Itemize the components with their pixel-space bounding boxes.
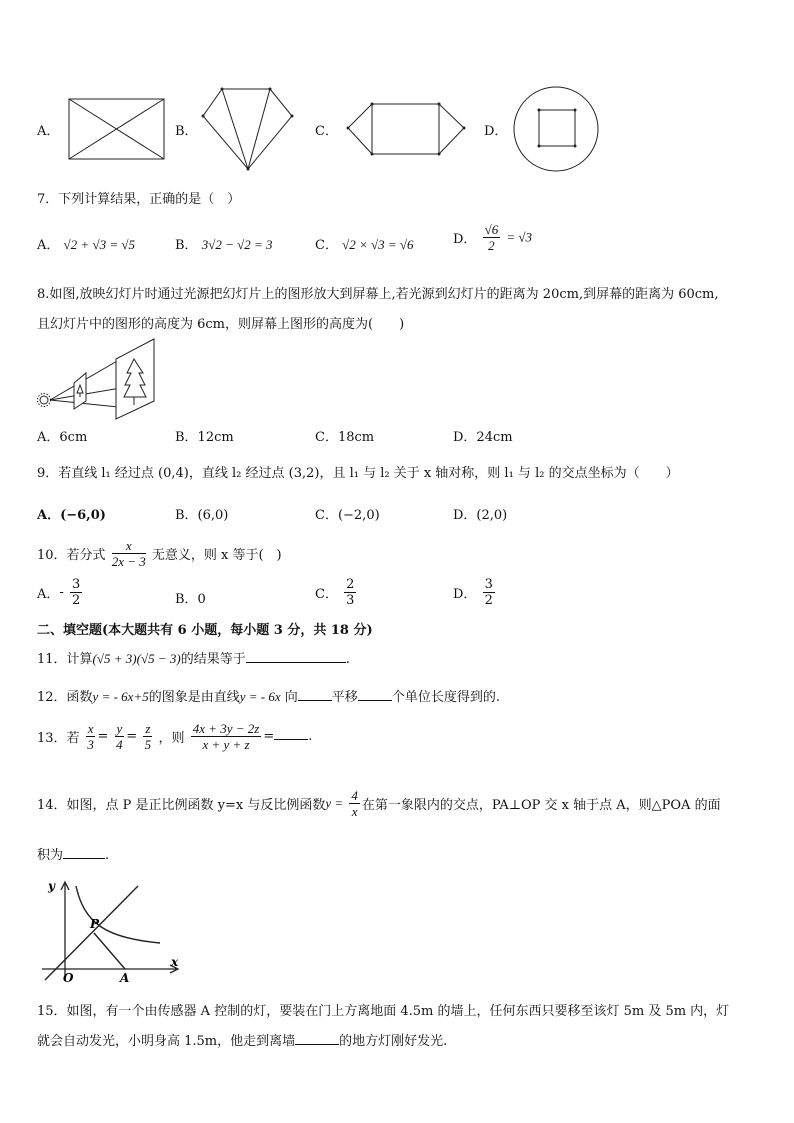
q9-option-d: D．(2,0)	[453, 508, 508, 523]
q13-f4-den: x + y + z	[202, 737, 250, 752]
q14-line2: 积为 .	[37, 848, 110, 863]
q15-line2b: 的地方灯刚好发光.	[339, 1034, 448, 1049]
q14-graph-figure	[40, 876, 190, 984]
q15-line2	[37, 1030, 447, 1049]
q7-option-b	[175, 234, 273, 253]
q10-d-den: 2	[484, 593, 493, 608]
q8-option-d: D．24cm	[453, 430, 513, 445]
q12-blank-1[interactable]	[298, 688, 332, 701]
q6-option-a-label: A．	[37, 124, 60, 139]
q14-label-y: y	[48, 879, 55, 893]
q7-a-expr: √2 + √3 = √5	[63, 237, 135, 252]
q10-d-label: D．	[453, 587, 477, 602]
q6-option-c-label: C．	[315, 124, 338, 139]
light-source-icon	[38, 394, 51, 407]
q10-c-den: 3	[346, 593, 355, 608]
q10-numerator: x	[112, 538, 146, 554]
q7-b-label: B．	[175, 238, 198, 253]
q8-stem-line1: 8.如图,放映幻灯片时通过光源把幻灯片上的图形放大到屏幕上,若光源到幻灯片的距离为 20cm,到屏幕的距离为 60cm,	[37, 287, 719, 302]
q7-a-label: A．	[37, 238, 60, 253]
q7-c-expr: √2 × √3 = √6	[342, 237, 414, 252]
q11-pre: 11．计算	[37, 652, 93, 667]
section-2-heading: 二、填空题(本大题共有 6 小题，每小题 3 分，共 18 分)	[37, 623, 373, 638]
q14-label-p: P	[90, 917, 100, 931]
q6-option-d-label: D．	[484, 124, 508, 139]
q10-d-num: 3	[484, 577, 493, 592]
q6-figure-c	[346, 101, 468, 157]
q6-figure-b	[200, 86, 294, 172]
q12-mid: 的图象是由直线	[148, 690, 240, 705]
q11: 11．计算(√5 + 3)(√5 − 3)的结果等于 .	[37, 651, 350, 667]
q12	[37, 686, 500, 705]
q7-d-numerator: √6	[484, 222, 499, 237]
q14-label-o: O	[63, 971, 74, 985]
q11-post: 的结果等于	[180, 652, 246, 667]
q10-option-c	[315, 577, 358, 608]
q10-option-d	[453, 577, 497, 608]
q14-frac-num: 4	[351, 788, 358, 803]
q10-c-label: C．	[315, 587, 338, 602]
q10-a-num: 3	[71, 577, 81, 592]
q10-a-label: A．	[37, 587, 60, 602]
q7-d-rhs: = √3	[506, 229, 533, 245]
q12-a: 向	[284, 690, 298, 705]
q10-denominator: 2x − 3	[111, 554, 146, 569]
q7-option-a	[37, 234, 135, 253]
q9-option-a: A．(−6,0)	[37, 508, 106, 523]
q8-option-c: C．18cm	[315, 430, 375, 445]
q7-d-denominator: 2	[488, 238, 495, 253]
q8-projector-figure	[36, 337, 156, 419]
q10-a-sign: -	[59, 585, 64, 600]
q13-f1-den: 3	[87, 737, 94, 752]
q14-y: y =	[325, 795, 344, 811]
q8-option-b: B．12cm	[175, 430, 234, 445]
q14-line2-text: 积为	[37, 848, 64, 863]
q10-stem	[37, 538, 282, 569]
q8-option-a: A．6cm	[37, 430, 88, 445]
q9-option-b: B．(6,0)	[175, 508, 229, 523]
q11-expr: (√5 + 3)(√5 − 3)	[92, 651, 181, 666]
q13-f2-num: y	[116, 721, 123, 736]
q10-post: 无意义，则 x 等于( )	[151, 548, 282, 563]
q8-stem-line2: 且幻灯片中的图形的高度为 6cm，则屏幕上图形的高度为( )	[37, 317, 405, 332]
q10-option-a	[37, 577, 84, 608]
q14-line1	[37, 788, 721, 819]
q11-answer-blank[interactable]	[246, 650, 346, 663]
q14-label-a: A	[120, 971, 130, 985]
q12-b: 平移	[331, 690, 358, 705]
q13: 13．若 $\frac{x}{3}$ = $\frac{y}{4}$ = $\frac{z}{5}$ ，则 $\frac{4x + 3y - 2z}{x + y + z}$ = .	[37, 721, 313, 752]
q7-b-expr: 3√2 − √2 = 3	[201, 237, 273, 252]
q13-f3-num: z	[145, 721, 151, 736]
q10-c-num: 2	[346, 577, 355, 592]
q13-f1-num: x	[87, 721, 94, 736]
q15-answer-blank[interactable]	[295, 1032, 339, 1045]
q14-label-x: x	[171, 955, 179, 969]
q7-stem: 7．下列计算结果，正确的是（ ）	[37, 192, 241, 207]
q13-pre: 13．若	[37, 731, 80, 746]
q6-figure-a	[68, 98, 166, 160]
q12-c: 个单位长度得到的.	[391, 690, 500, 705]
q7-option-d	[453, 222, 532, 253]
q13-f2-den: 4	[116, 737, 123, 752]
q14-answer-blank[interactable]	[63, 846, 105, 859]
q14-post: 在第一象限内的交点，PA⊥OP 交 x 轴于点 A，则△POA 的面	[361, 798, 721, 813]
q15-line1: 15．如图，有一个由传感器 A 控制的灯，要装在门上方离地面 4.5m 的墙上，任何东西只要移至该灯 5m 及 5m 内，灯	[37, 1004, 730, 1019]
q14-pre: 14．如图，点 P 是正比例函数 y=x 与反比例函数	[37, 798, 326, 813]
q13-f4-num: 4x + 3y − 2z	[192, 721, 260, 736]
q12-pre: 12．函数	[37, 690, 93, 705]
q6-option-b-label: B．	[175, 124, 198, 139]
q12-f1: y = - 6x+5	[92, 689, 149, 704]
q10-pre: 10．若分式	[37, 548, 106, 563]
q9-stem: 9．若直线 l₁ 经过点 (0,4)，直线 l₂ 经过点 (3,2)，且 l₁ 与 l₂ 关于 x 轴对称，则 l₁ 与 l₂ 的交点坐标为（ ）	[37, 466, 679, 481]
q13-answer-blank[interactable]	[274, 727, 308, 740]
q10-option-b: B．0	[175, 592, 206, 607]
q14-frac-den: x	[351, 804, 358, 819]
q7-c-label: C．	[315, 238, 338, 253]
q9-option-c: C．(−2,0)	[315, 508, 380, 523]
q7-option-c	[315, 234, 414, 253]
q6-figure-d	[512, 86, 602, 172]
q10-a-den: 2	[71, 593, 81, 608]
q13-f3-den: 5	[144, 737, 152, 752]
q15-line2a: 就会自动发光，小明身高 1.5m，他走到离墙	[37, 1034, 296, 1049]
q12-blank-2[interactable]	[358, 688, 392, 701]
q12-f2: y = - 6x	[239, 689, 281, 704]
q13-sep: ，则	[158, 731, 185, 746]
q7-d-label: D．	[453, 232, 477, 247]
